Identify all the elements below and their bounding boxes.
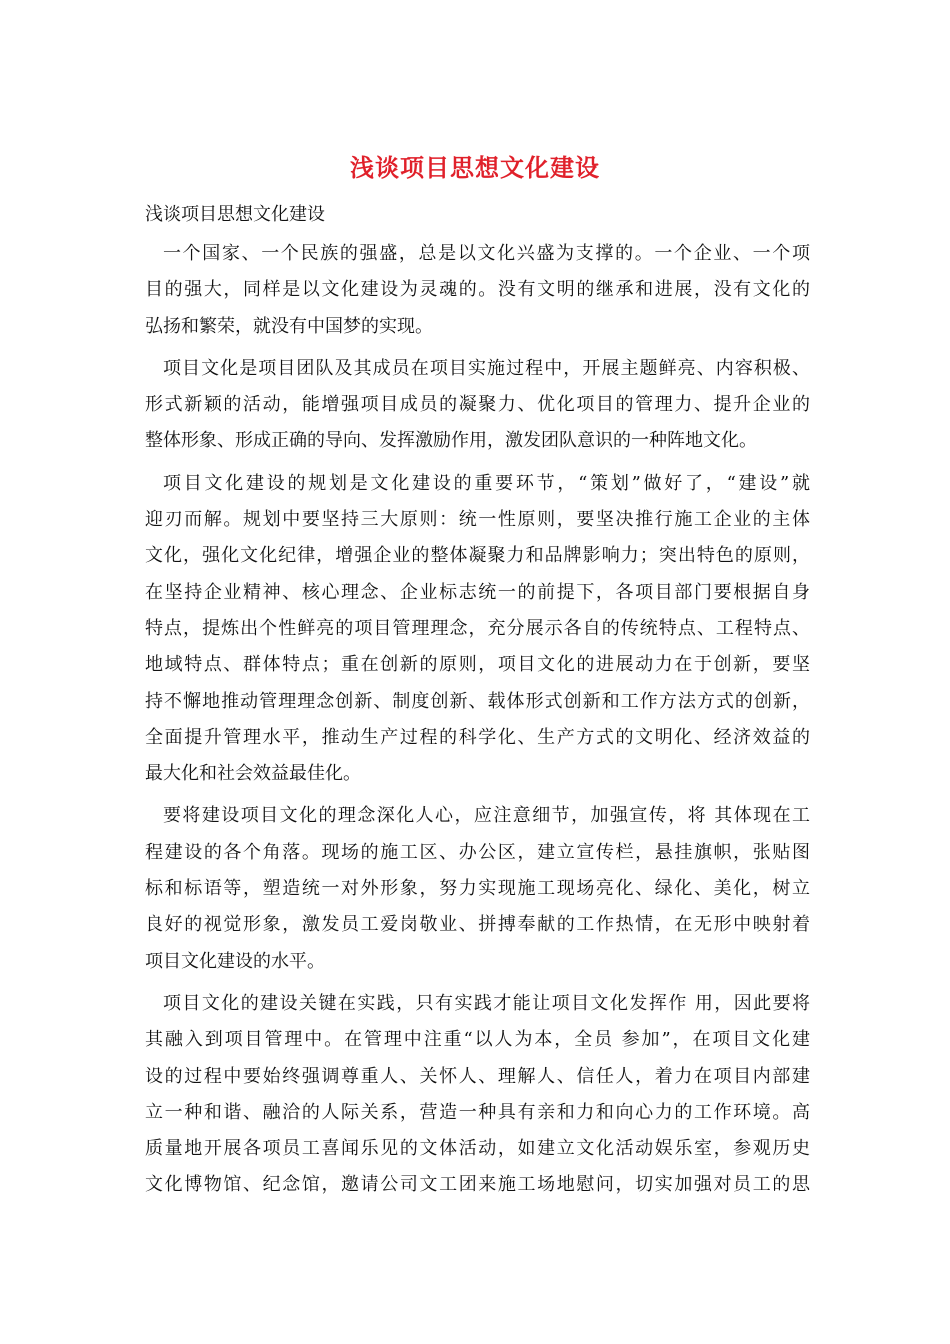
text-line: 目的强大，同样是以文化建设为灵魂的。没有文明的继承和进展，没有文化的 [145, 279, 810, 301]
text-line: 弘扬和繁荣，就没有中国梦的实现。 [145, 315, 433, 337]
text-line: 要将建设项目文化的理念深化人心，应注意细节，加强宣传，将 其体现在工 [163, 805, 810, 827]
text-line: 设的过程中要始终强调尊重人、关怀人、理解人、信任人，着力在项目内部建 [145, 1065, 810, 1087]
document-subtitle: 浅谈项目思想文化建设 [145, 204, 325, 225]
text-line: 一个国家、一个民族的强盛，总是以文化兴盛为支撑的。一个企业、一个项 [163, 243, 810, 264]
text-line: 立一种和谐、融洽的人际关系，营造一种具有亲和力和向心力的工作环境。高 [145, 1101, 810, 1123]
paragraph-3 [145, 466, 810, 793]
text-line: 其融入到项目管理中。在管理中注重“以人为本，全员 参加”，在项目文化建 [145, 1029, 810, 1051]
text-line: 文化，强化文化纪律，增强企业的整体凝聚力和品牌影响力；突出特色的原则， [145, 545, 810, 567]
text-line: 项目文化的建设关键在实践，只有实践才能让项目文化发挥作 用，因此要将 [163, 992, 810, 1014]
text-line: 项目文化建设的规划是文化建设的重要环节，“策划”做好了，“建设”就 [163, 472, 810, 494]
text-line: 最大化和社会效益最佳化。 [145, 763, 361, 785]
text-line: 迎刃而解。规划中要坚持三大原则：统一性原则，要坚决推行施工企业的主体 [145, 509, 810, 531]
text-line: 全面提升管理水平，推动生产过程的科学化、生产方式的文明化、经济效益的 [145, 726, 810, 748]
text-line: 特点，提炼出个性鲜亮的项目管理理念，充分展示各自的传统特点、工程特点、 [145, 617, 810, 639]
text-line: 持不懈地推动管理理念创新、制度创新、载体形式创新和工作方法方式的创新， [145, 690, 810, 712]
document-title: 浅谈项目思想文化建设 [350, 153, 600, 182]
text-line: 在坚持企业精神、核心理念、企业标志统一的前提下，各项目部门要根据自身 [145, 581, 810, 603]
text-line: 项目文化建设的水平。 [145, 950, 325, 972]
paragraph-4 [145, 798, 810, 979]
text-line: 形式新颖的活动，能增强项目成员的凝聚力、优化项目的管理力、提升企业的 [145, 394, 810, 416]
paragraph-2 [145, 351, 810, 460]
text-line: 良好的视觉形象，激发员工爱岗敬业、拼搏奉献的工作热情，在无形中映射着 [145, 914, 810, 936]
text-line: 标和标语等，塑造统一对外形象，努力实现施工现场亮化、绿化、美化，树立 [145, 878, 810, 900]
document-body [145, 200, 810, 1204]
text-line: 整体形象、形成正确的导向、发挥激励作用，激发团队意识的一种阵地文化。 [145, 430, 757, 452]
text-line: 项目文化是项目团队及其成员在项目实施过程中，开展主题鲜亮、内容积极、 [163, 357, 810, 379]
text-line: 质量地开展各项员工喜闻乐见的文体活动，如建立文化活动娱乐室，参观历史 [145, 1138, 810, 1160]
paragraph-5 [145, 986, 810, 1204]
paragraph-1 [145, 236, 810, 345]
text-line: 地域特点、群体特点；重在创新的原则，项目文化的进展动力在于创新，要坚 [145, 654, 810, 676]
text-line: 文化博物馆、纪念馆，邀请公司文工团来施工场地慰问，切实加强对员工的思 [145, 1174, 810, 1196]
text-line: 程建设的各个角落。现场的施工区、办公区，建立宣传栏，悬挂旗帜，张贴图 [145, 841, 810, 863]
